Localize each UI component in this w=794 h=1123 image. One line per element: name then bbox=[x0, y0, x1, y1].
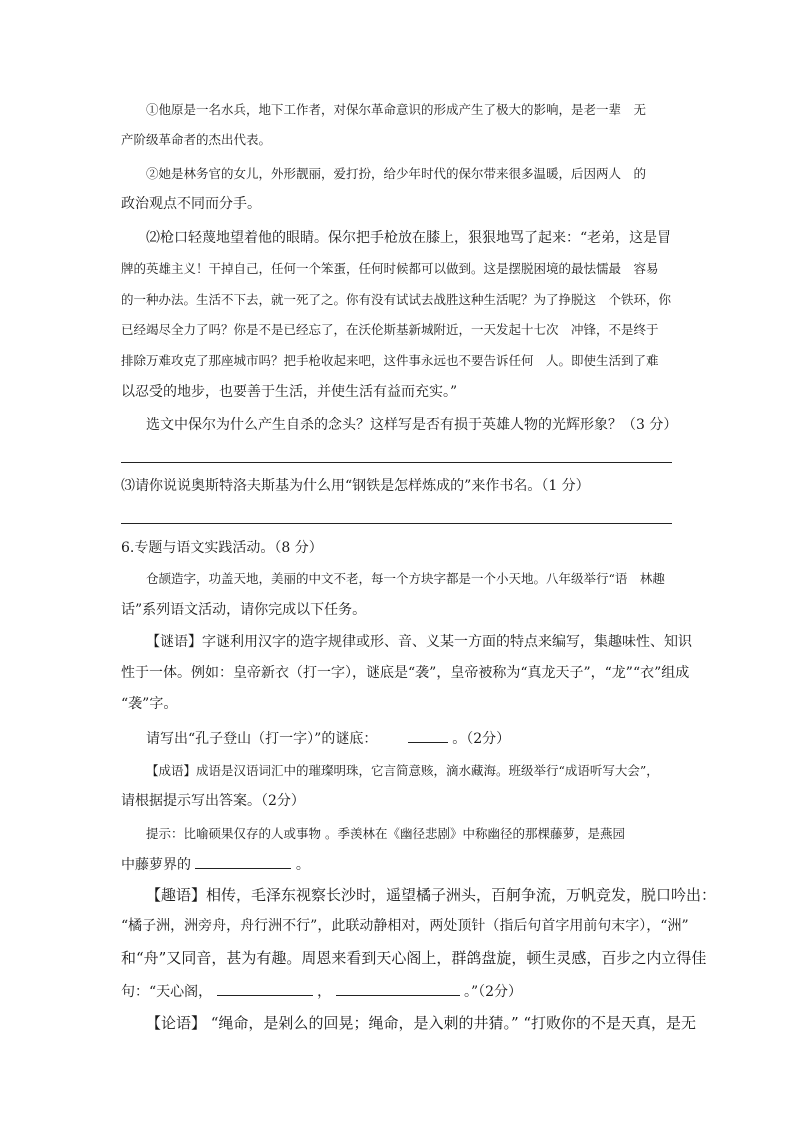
passage-line-2: 牌的英雄主义！干掉自己，任何一个笨蛋，任何时候都可以做到。这是摆脱困境的最怯懦最 容易 bbox=[121, 261, 659, 276]
riddle-line-3: “袭”字。 bbox=[121, 696, 178, 712]
fun-line-3: 和“舟”又同音，甚为有趣。周恩来看到天心阁上，群鸽盘旋，顿生灵感，百步之内立得佳 bbox=[121, 949, 707, 967]
question-2-prompt: 选文中保尔为什么产生自杀的念头？这样写是否有损于英雄人物的光辉形象？（3 分） bbox=[146, 417, 678, 433]
riddle-question bbox=[146, 728, 510, 749]
passage-line-1: ⑵枪口轻蔑地望着他的眼睛。保尔把手枪放在膝上，狠狠地骂了起来：“老弟，这是冒 bbox=[146, 230, 672, 246]
item-1-line-1: ①他原是一名水兵，地下工作者，对保尔革命意识的形成产生了极大的影响，是老一辈 无 bbox=[146, 102, 647, 117]
fun-answer-blank-1[interactable] bbox=[217, 981, 313, 996]
answer-line-2[interactable] bbox=[121, 462, 672, 463]
idiom-answer-line bbox=[121, 854, 310, 875]
passage-line-3: 的一种办法。生活不下去，就一死了之。你有没有试试去战胜这种生活呢？为了挣脱这 个铁环，你 bbox=[121, 292, 672, 307]
fun-answer-tail: 。”（2分） bbox=[463, 984, 523, 1000]
passage-line-4: 已经竭尽全力了吗？你是不是已经忘了，在沃伦斯基新城附近，一天发起十七次 冲锋，不是终于 bbox=[121, 322, 659, 337]
section-6-intro-line-1: 仓颉造字，功盖天地，美丽的中文不老，每一个方块字都是一个小天地。八年级举行“语 林趣 bbox=[146, 571, 665, 586]
fun-line-2: “橘子洲，洲旁舟，舟行洲不行”，此联动静相对，两处顶针（指后句首字用前句末字），“洲” bbox=[121, 918, 689, 934]
discussion-line-1: 【论语】 “绳命，是剁么的回晃；绳命，是入刺的井猜。” “打败你的不是天真，是无 bbox=[146, 1014, 697, 1032]
riddle-question-text: 请写出“孔子登山（打一字）”的谜底： bbox=[146, 731, 378, 747]
fun-answer-separator: ， bbox=[317, 984, 332, 1000]
riddle-answer-blank[interactable] bbox=[408, 728, 448, 743]
riddle-question-tail: 。（2分） bbox=[452, 731, 511, 747]
idiom-answer-tail: 。 bbox=[295, 857, 310, 873]
question-3-prompt: ⑶请你说说奥斯特洛夫斯基为什么用“钢铁是怎样炼成的”来作书名。（1 分） bbox=[121, 478, 590, 494]
passage-line-5: 排除万难攻克了那座城市吗？把手枪收起来吧，这件事永远也不要告诉任何 人。即使生活到了难 bbox=[121, 353, 659, 368]
idiom-line-1: 【成语】成语是汉语词汇中的璀璨明珠，它言简意赅，滴水藏海。班级举行“成语听写大会”， bbox=[146, 763, 659, 778]
fun-answer-blank-2[interactable] bbox=[336, 981, 460, 996]
answer-line-3[interactable] bbox=[121, 523, 672, 524]
riddle-line-2: 性于一体。例如：皇帝新衣（打一字），谜底是“袭”，皇帝被称为“真龙天子”，“龙”“衣”组成 bbox=[121, 665, 690, 681]
section-6-heading: 6.专题与语文实践活动。（8 分） bbox=[121, 540, 323, 556]
section-6-intro-line-2: 话”系列语文活动，请你完成以下任务。 bbox=[121, 602, 367, 618]
idiom-answer-prefix: 中藤萝界的 bbox=[121, 857, 191, 873]
idiom-answer-blank[interactable] bbox=[195, 854, 291, 869]
idiom-hint: 提示：比喻硕果仅存的人或事物 。季羡林在《幽径悲剧》中称幽径的那棵藤萝，是燕园 bbox=[146, 826, 625, 841]
item-2-line-1: ②她是林务官的女儿，外形靓丽，爱打扮，给少年时代的保尔带来很多温暖，后因两人 的 bbox=[146, 166, 647, 181]
passage-line-6: 以忍受的地步，也要善于生活，并使生活有益而充实。” bbox=[121, 384, 458, 400]
item-1-line-2: 产阶级革命者的杰出代表。 bbox=[121, 132, 272, 147]
idiom-line-2: 请根据提示写出答案。（2分） bbox=[121, 793, 305, 809]
item-2-line-2: 政治观点不同而分手。 bbox=[121, 196, 261, 212]
fun-line-1: 【趣语】相传，毛泽东视察长沙时，遥望橘子洲头，百舸争流，万帆竞发，脱口吟出： bbox=[146, 886, 717, 904]
fun-answer-prefix: 句：“天心阁， bbox=[121, 984, 213, 1000]
fun-answer-line bbox=[121, 981, 522, 1002]
riddle-line-1: 【谜语】字谜利用汉字的造字规律或形、音、义某一方面的特点来编写，集趣味性、知识 bbox=[146, 634, 692, 650]
